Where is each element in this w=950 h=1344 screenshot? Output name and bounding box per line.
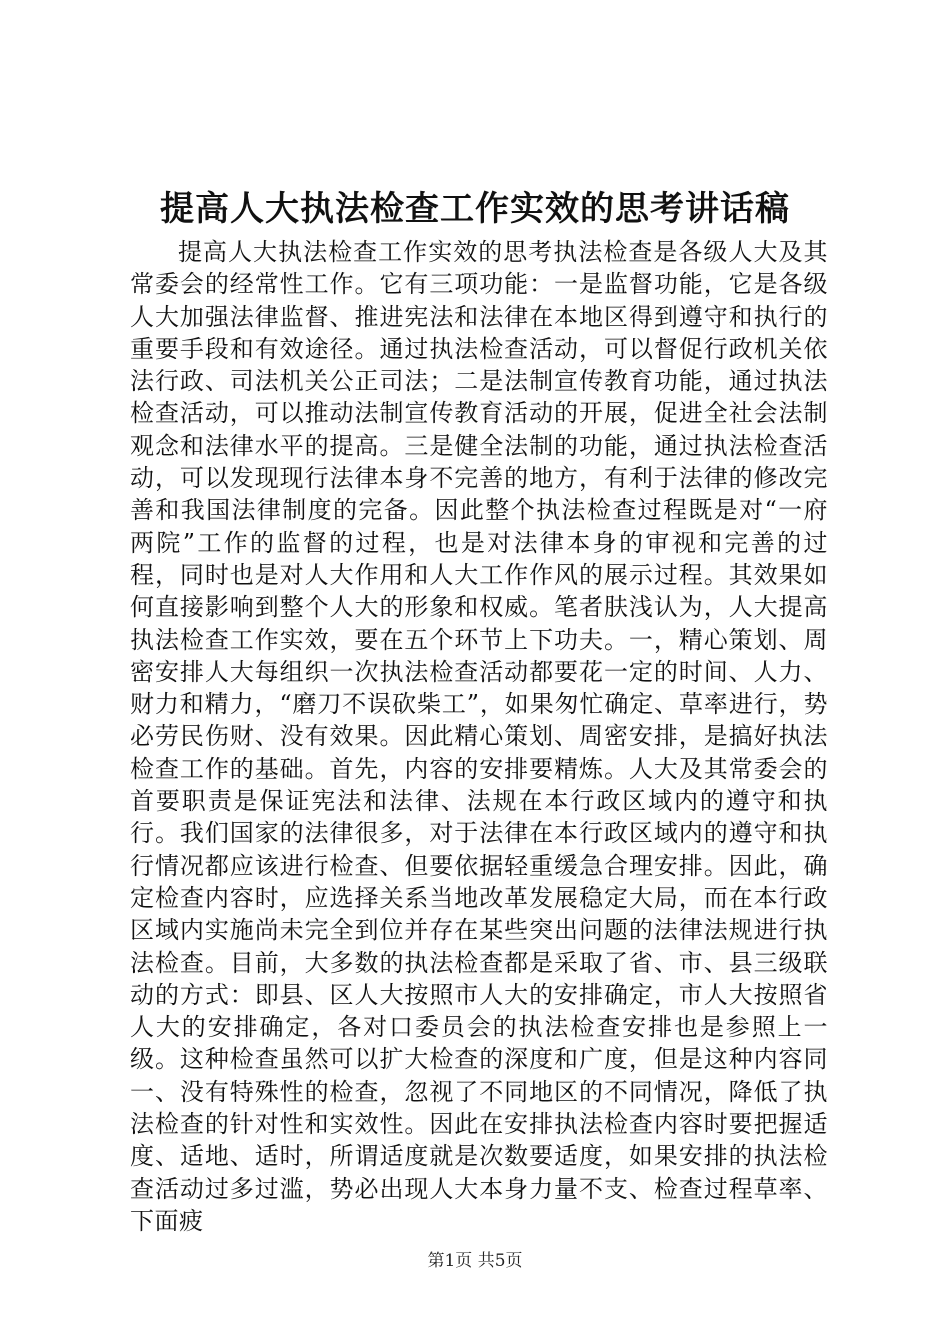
document-body (130, 236, 828, 1237)
document-title: 提高人大执法检查工作实效的思考讲话稿 (160, 189, 790, 229)
page-footer: 第1页 共5页 (427, 1251, 523, 1271)
body-paragraph: 提高人大执法检查工作实效的思考执法检查是各级人大及其常委会的经常性工作。它有三项功能：一是监督功能，它是各级人大加强法律监督、推进宪法和法律在本地区得到遵守和执行的重要手段和有效途径。通过执法检查活动，可以督促行政机关依法行政、司法机关公正司法；二是法制宣传教育功能，通过执法检查活动，可以推动法制宣传教育活动的开展，促进全社会法制观念和法律水平的提高。三是健全法制的功能，通过执法检查活动，可以发现现行法律本身不完善的地方，有利于法律的修改完善和我国法律制度的完备。因此整个执法检查过程既是对“一府两院”工作的监督的过程，也是对法律本身的审视和完善的过程，同时也是对人大作用和人大工作作风的展示过程。其效果如何直接影响到整个人大的形象和权威。笔者肤浅认为，人大提高执法检查工作实效，要在五个环节上下功夫。一，精心策划、周密安排人大每组织一次执法检查活动都要花一定的时间、人力、财力和精力，“磨刀不误砍柴工”，如果匆忙确定、草率进行，势必劳民伤财、没有效果。因此精心策划、周密安排，是搞好执法检查工作的基础。首先，内容的安排要精炼。人大及其常委会的首要职责是保证宪法和法律、法规在本行政区域内的遵守和执行。我们国家的法律很多，对于法律在本行政区域内的遵守和执行情况都应该进行检查、但要依据轻重缓急合理安排。因此，确定检查内容时，应选择关系当地改革发展稳定大局，而在本行政区域内实施尚未完全到位并存在某些突出问题的法律法规进行执法检查。目前，大多数的执法检查都是采取了省、市、县三级联动的方式：即县、区人大按照市人大的安排确定，市人大按照省人大的安排确定，各对口委员会的执法检查安排也是参照上一级。这种检查虽然可以扩大检查的深度和广度，但是这种内容同一、没有特殊性的检查，忽视了不同地区的不同情况，降低了执法检查的针对性和实效性。因此在安排执法检查内容时要把握适度、适地、适时，所谓适度就是次数要适度，如果安排的执法检查活动过多过滥，势必出现人大本身力量不支、检查过程草率、下面疲 (130, 238, 828, 1235)
